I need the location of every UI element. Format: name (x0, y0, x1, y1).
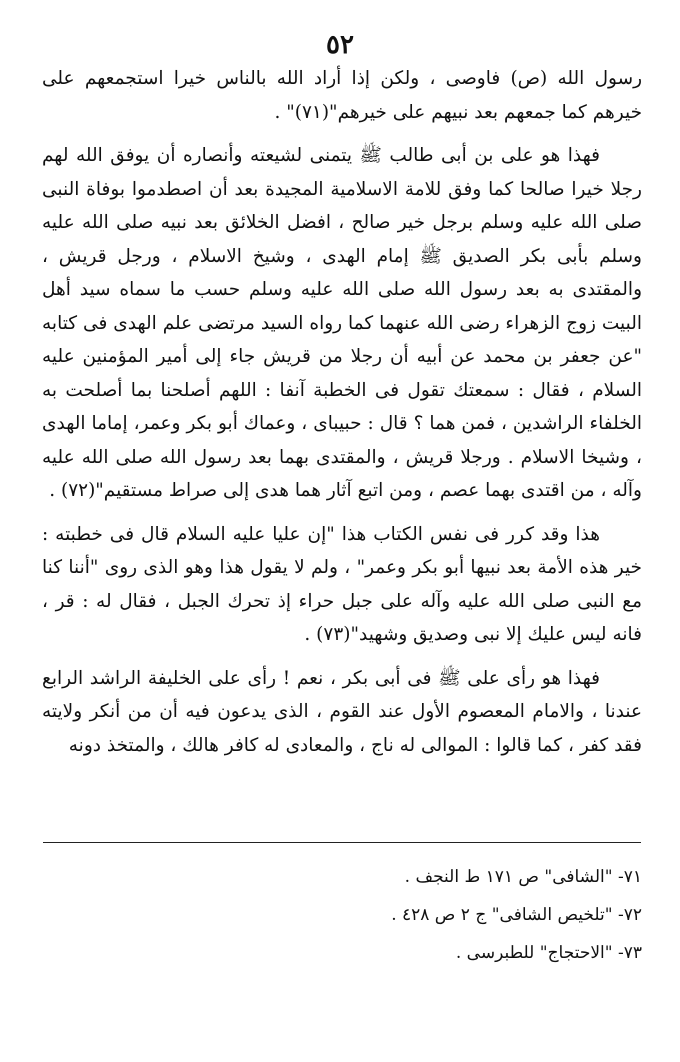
paragraph-3: هذا وقد كرر فى نفس الكتاب هذا "إن عليا عليه السلام قال فى خطبته : خير هذه الأمة بعد نبيها أبو بكر وعمر" ، ولم لا يقول هذا وهو الذى روى "أننا كنا مع النبى صلى الله عليه وآله على جبل حراء إذ تحرك الجبل ، فقال له : قر ، فانه ليس عليك إلا نبى وصديق وشهيد"(٧٣) . (42, 523, 642, 645)
paragraph-2: فهذا هو على بن أبى طالب ﷺ يتمنى لشيعته وأنصاره أن يوفق الله لهم رجلا خيرا صالحا كما وفق للامة الاسلامية المجيدة بعد أن اصطدموا بوفاة النبى صلى الله عليه وسلم برجل خير صالح ، افضل الخلائق بعد نبيه صلى الله عليه وسلم بأبى بكر الصديق ﷺ إمام الهدى ، وشيخ الاسلام ، ورجل قريش ، والمقتدى به بعد رسول الله صلى الله عليه وسلم حسب ما سماه سيد أهل البيت زوج الزهراء رضى الله عنهما كما رواه السيد مرتضى علم الهدى فى كتابه "عن جعفر بن محمد عن أبيه أن رجلا من قريش جاء إلى أمير المؤمنين عليه السلام ، فقال : سمعتك تقول فى الخطبة آنفا : اللهم أصلحنا بما أصلحت به الخلفاء الراشدين ، فمن هما ؟ قال : حبيباى ، وعماك أبو بكر وعمر، إماما الهدى ، وشيخا الاسلام . ورجلا قريش ، والمقتدى بهما بعد رسول الله صلى الله عليه وآله ، من اقتدى بهما عصم ، ومن اتبع آثار هما هدى إلى صراط مستقيم"(٧٢) . (42, 145, 642, 501)
page-number: ٥٢ (326, 30, 354, 60)
footnote-divider (43, 842, 641, 843)
paragraph-1: رسول الله (ص) فاوصى ، ولكن إذا أراد الله بالناس خيرا استجمعهم على خيرهم كما جمعهم بعد نبيهم على خيرهم"(٧١)" . (42, 68, 642, 123)
footnotes (42, 858, 642, 972)
footnote-71: ٧١- "الشافى" ص ١٧١ ط النجف . (404, 867, 642, 887)
paragraph-4: فهذا هو رأى على ﷺ فى أبى بكر ، نعم ! رأى على الخليفة الراشد الرابع عندنا ، والامام المعصوم الأول عند القوم ، الذى يدعون فيه أن من أنكر ولايته فقد كفر ، كما قالوا : الموالى له ناج ، والمعادى له كافر هالك ، والمتخذ دونه (42, 667, 642, 756)
footnote-73: ٧٣- "الاحتجاج" للطبرسى . (455, 943, 642, 963)
body-text (42, 62, 642, 772)
footnote-72: ٧٢- "تلخيص الشافى" ج ٢ ص ٤٢٨ . (391, 905, 642, 925)
